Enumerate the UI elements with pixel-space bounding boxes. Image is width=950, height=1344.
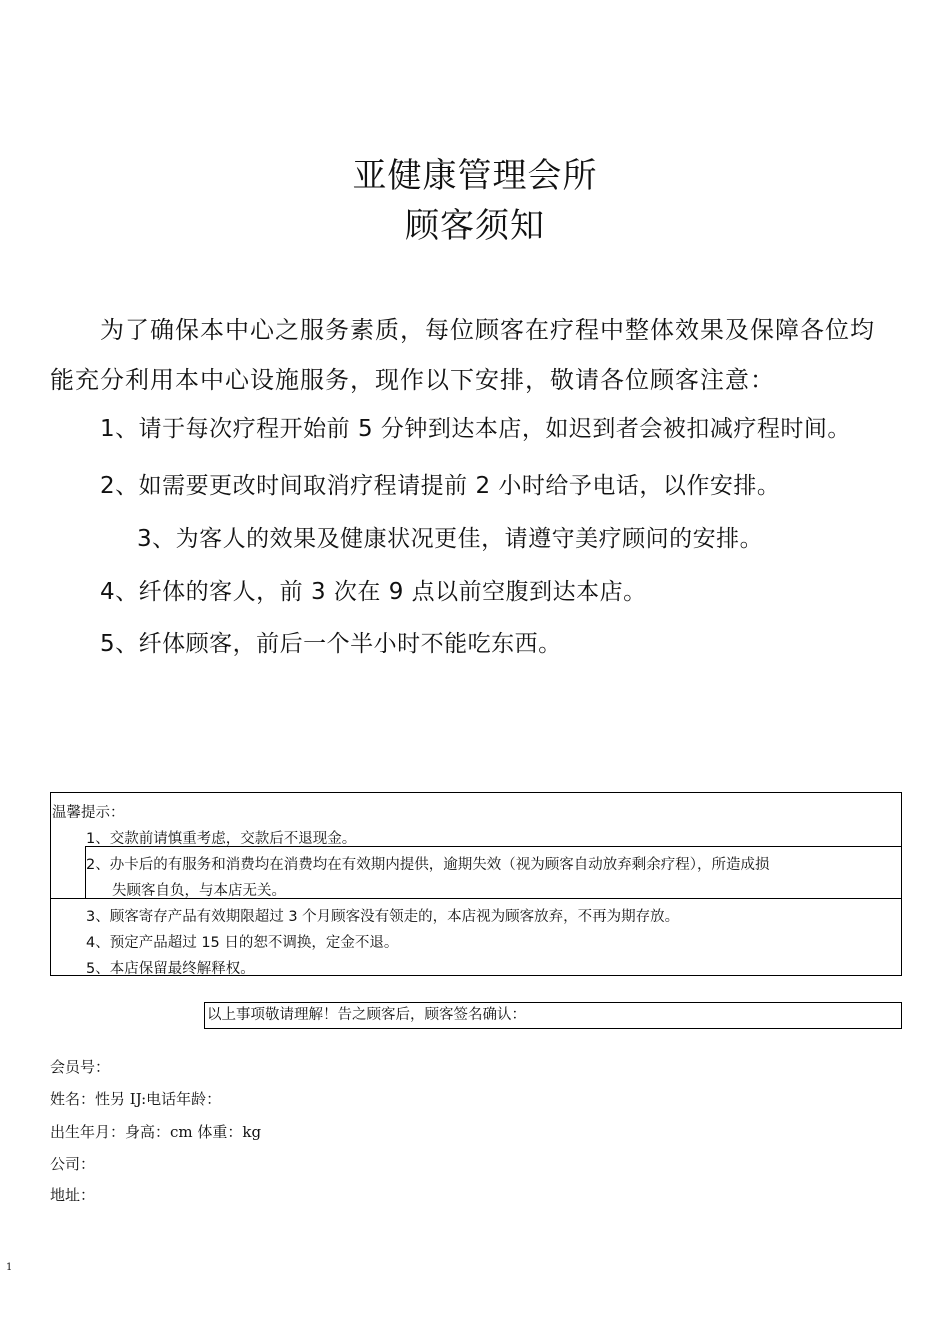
- notice-heading: 温馨提示：: [52, 805, 125, 821]
- rule-item: 3、为客人的效果及健康状况更佳，请遵守美疗顾问的安排。: [137, 526, 764, 552]
- page-number: 1: [6, 1262, 13, 1273]
- page-subtitle: 顾客须知: [405, 206, 545, 246]
- notice-item-continued: 失顾客自负，与本店无关。: [112, 883, 286, 899]
- notice-item: 1、交款前请慎重考虑，交款后不退现金。: [86, 831, 357, 847]
- notice-item: 2、办卡后的有服务和消费均在消费均在有效期内提供，逾期失效（视为顾客自动放弃剩余疗程），所造成损: [86, 857, 770, 873]
- intro-line-1: 为了确保本中心之服务素质，每位顾客在疗程中整体效果及保障各位均: [100, 316, 875, 344]
- intro-line-2: 能充分利用本中心设施服务，现作以下安排，敬请各位顾客注意：: [50, 366, 775, 394]
- name-gender-phone-age-field: 姓名：性另 IJ:电话年龄：: [50, 1090, 222, 1108]
- rule-item: 5、纤体顾客，前后一个半小时不能吃东西。: [100, 631, 562, 657]
- notice-box: [50, 792, 902, 976]
- notice-divider: [51, 898, 901, 899]
- rule-item: 2、如需要更改时间取消疗程请提前 2 小时给予电话，以作安排。: [100, 473, 781, 499]
- confirm-box: 以上事项敬请理解！告之顾客后，顾客签名确认：: [204, 1002, 902, 1029]
- page-title: 亚健康管理会所: [352, 156, 598, 196]
- rule-item: 1、请于每次疗程开始前 5 分钟到达本店，如迟到者会被扣减疗程时间。: [100, 416, 851, 442]
- notice-item: 3、顾客寄存产品有效期限超过 3 个月顾客没有领走的，本店视为顾客放弃，不再为期存放。: [86, 909, 680, 925]
- notice-divider: [85, 846, 901, 847]
- notice-item: 5、本店保留最终解释权。: [86, 961, 255, 977]
- notice-item: 4、预定产品超过 15 日的恕不调换，定金不退。: [86, 935, 399, 951]
- rule-item: 4、纤体的客人，前 3 次在 9 点以前空腹到达本店。: [100, 579, 647, 605]
- address-field: 地址：: [50, 1186, 96, 1204]
- company-field: 公司：: [50, 1155, 96, 1173]
- member-number-field: 会员号：: [50, 1058, 111, 1076]
- birth-height-weight-field: 出生年月：身高：cm 体重：kg: [50, 1123, 262, 1141]
